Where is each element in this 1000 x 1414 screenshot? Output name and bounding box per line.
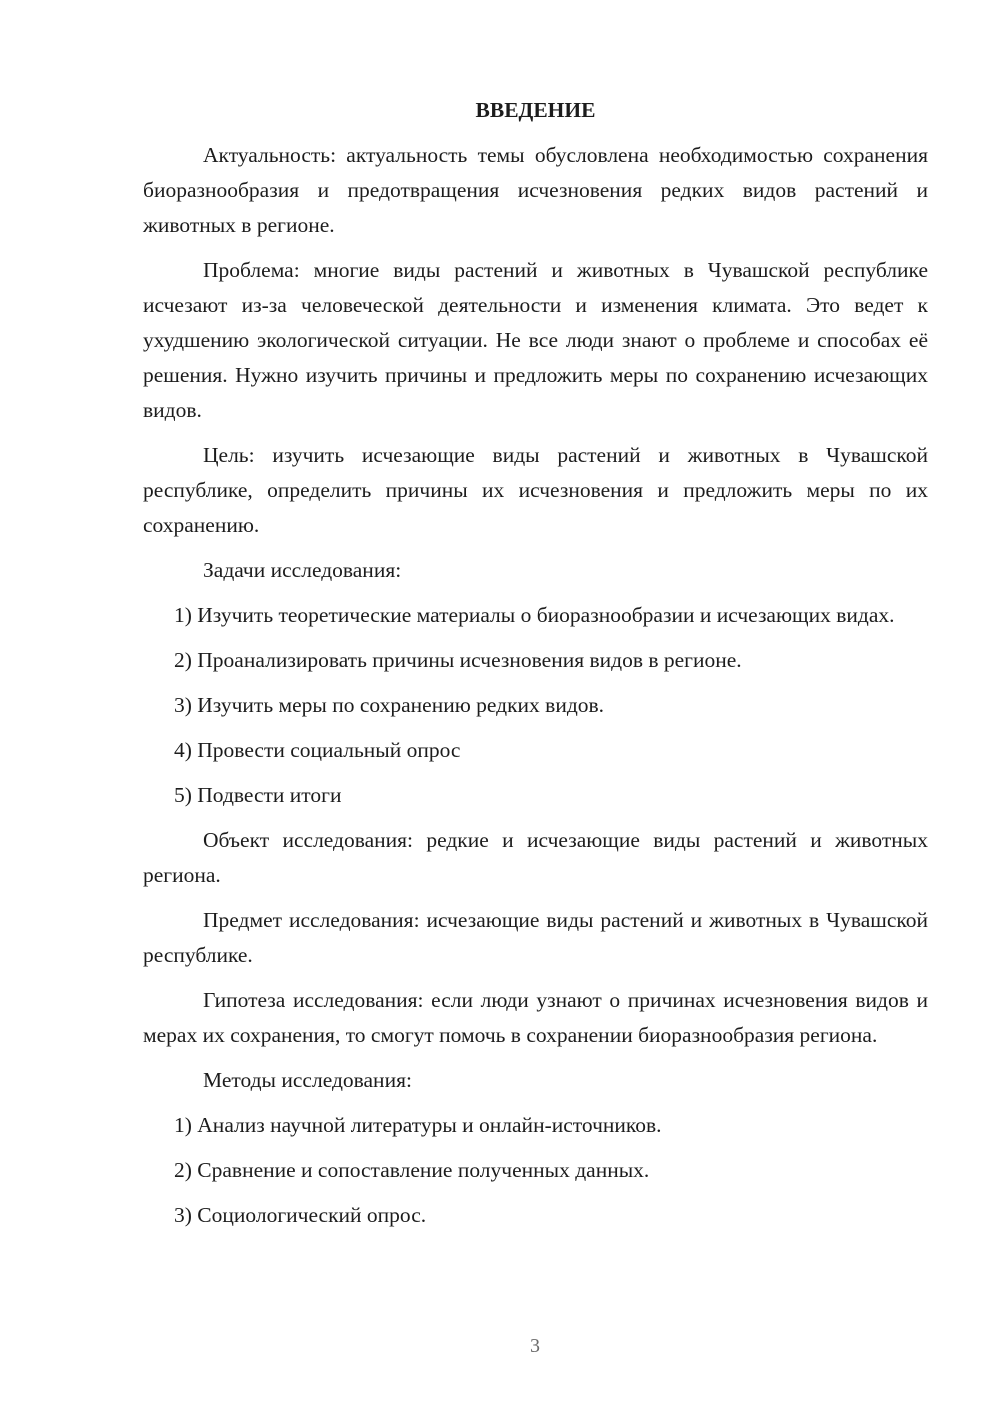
method-item-1: 1) Анализ научной литературы и онлайн-источников. [174, 1113, 662, 1137]
methods-title: Методы исследования: [203, 1068, 412, 1092]
hypothesis-paragraph: Гипотеза исследования: если люди узнают о причинах исчезновения видов и мерах их сохранения, то смогут помочь в сохранении биоразнообразия региона. [143, 988, 928, 1047]
goal-paragraph: Цель: изучить исчезающие виды растений и животных в Чувашской республике, определить причины их исчезновения и предложить меры по их сохранению. [143, 443, 928, 537]
object-paragraph: Объект исследования: редкие и исчезающие виды растений и животных региона. [143, 828, 928, 887]
tasks-title: Задачи исследования: [203, 558, 402, 582]
document-body [143, 93, 928, 1243]
method-item-2: 2) Сравнение и сопоставление полученных данных. [174, 1158, 650, 1182]
page-title: ВВЕДЕНИЕ [475, 98, 596, 122]
method-item-3: 3) Социологический опрос. [174, 1203, 427, 1227]
task-item-2: 2) Проанализировать причины исчезновения видов в регионе. [174, 648, 742, 672]
page-number: 3 [530, 1335, 540, 1357]
task-item-3: 3) Изучить меры по сохранению редких видов. [174, 693, 605, 717]
task-item-5: 5) Подвести итоги [174, 783, 342, 807]
problem-paragraph: Проблема: многие виды растений и животных в Чувашской республике исчезают из-за человеческой деятельности и изменения климата. Это ведет к ухудшению экологической ситуации. Не все люди знают о проблеме и способах её решения. Нужно изучить причины и предложить меры по сохранению исчезающих видов. [143, 258, 928, 422]
task-item-1: 1) Изучить теоретические материалы о биоразнообразии и исчезающих видах. [174, 603, 895, 627]
task-item-4: 4) Провести социальный опрос [174, 738, 461, 762]
subject-paragraph: Предмет исследования: исчезающие виды растений и животных в Чувашской республике. [143, 908, 928, 967]
relevance-paragraph: Актуальность: актуальность темы обусловлена необходимостью сохранения биоразнообразия и предотвращения исчезновения редких видов растений и животных в регионе. [143, 143, 928, 237]
